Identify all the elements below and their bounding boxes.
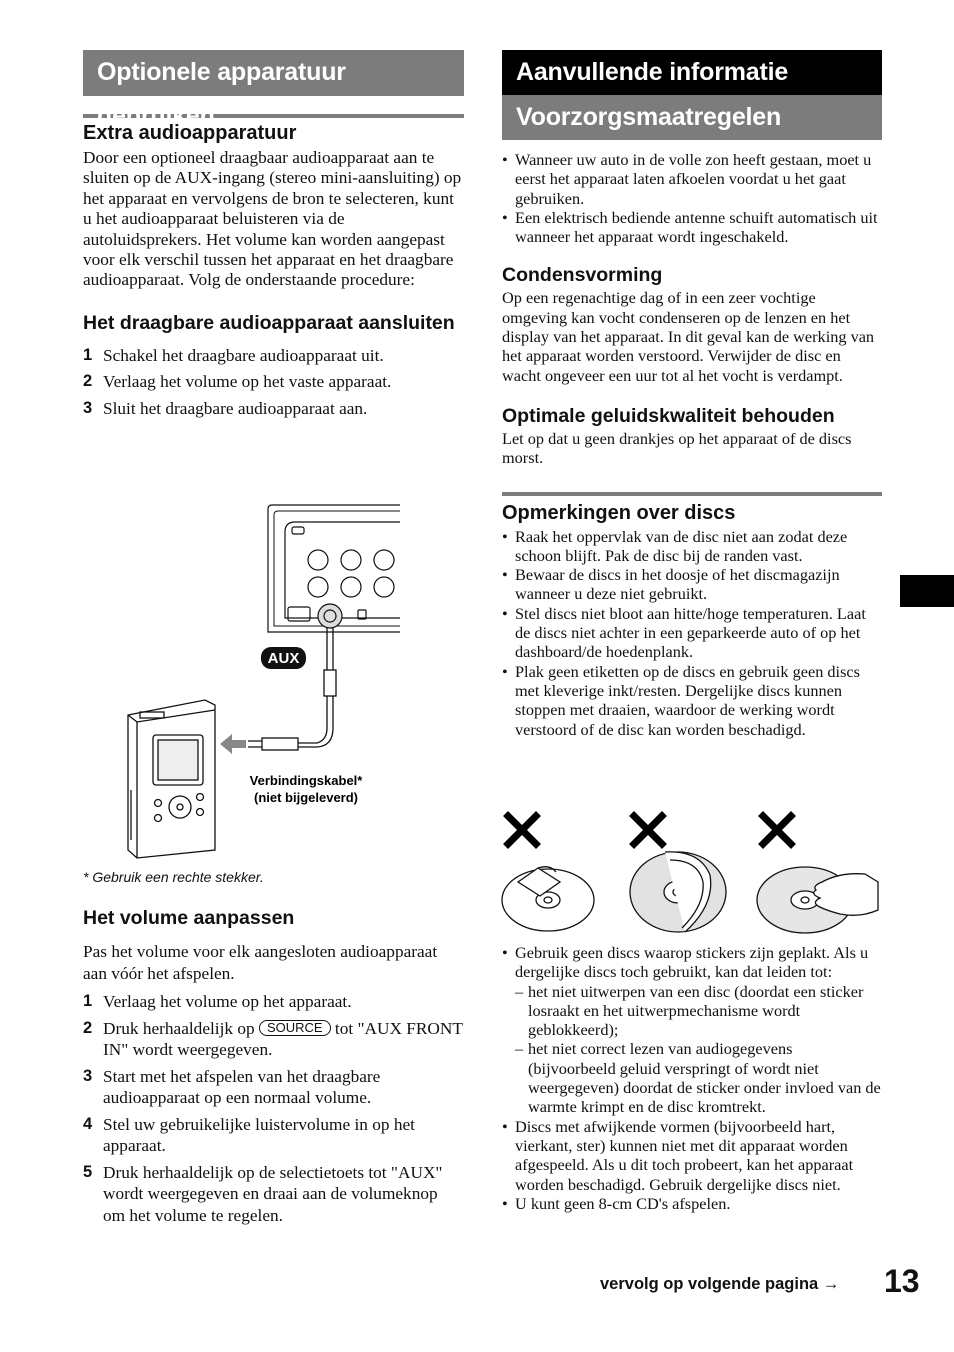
portable-audio-player bbox=[128, 700, 215, 858]
volume-step-4: 4 Stel uw gebruikelijke luistervolume in op het apparaat. bbox=[83, 1114, 415, 1155]
sticker-consequence-list bbox=[515, 982, 882, 1117]
volume-intro: Pas het volume voor elk aangesloten audioapparaat aan vóór het afspelen. bbox=[83, 942, 438, 983]
footnote: * Gebruik een rechte stekker. bbox=[83, 869, 264, 885]
heading-condensation: Condensvorming bbox=[502, 264, 663, 287]
connect-step-1: 1 Schakel het draagbare audioapparaat uit. bbox=[83, 345, 384, 365]
sticker-note-list bbox=[502, 943, 882, 1213]
cable-label-line2: (niet bijgeleverd) bbox=[253, 790, 359, 805]
disc-note-item: • Stel discs niet bloot aan hitte/hoge temperaturen. Laat de discs niet achter in een geparkeerde auto of op het dashboard/de hoedenplank. bbox=[502, 604, 882, 662]
disc-final-note-item: • Discs met afwijkende vormen (bijvoorbeeld hart, vierkant, ster) kunnen niet met dit apparaat worden afgespeeld. Als u dit toch probeert, kan het apparaat worden beschadigd. Gebruik dergelijke discs niet. bbox=[502, 1117, 882, 1194]
right-column bbox=[502, 50, 882, 739]
sticker-consequence-item: – het niet uitwerpen van een disc (doordat een sticker losraakt en het uitwerpmechanisme wordt geblokkeerd); bbox=[515, 982, 882, 1040]
odd-shaped-disc-icon bbox=[630, 852, 726, 932]
sound-quality-body: Let op dat u geen drankjes op het apparaat of de discs morst. bbox=[502, 428, 852, 468]
continued-next-page: vervolg op volgende pagina → bbox=[600, 1275, 840, 1293]
disc-sticker-notes bbox=[502, 943, 882, 1213]
connect-steps bbox=[83, 345, 464, 420]
x-mark-icon bbox=[508, 816, 791, 844]
precaution-item: • Wanneer uw auto in de volle zon heeft gestaan, moet u eerst het apparaat laten afkoelen voordat u het gaat gebruiken. bbox=[502, 150, 882, 208]
chapter-side-tab bbox=[900, 575, 954, 607]
sticker-consequence-item: – het niet correct lezen van audiogegevens (bijvoorbeeld geluid verspringt of wordt niet weergegeven) doordat de sticker onder invloed van de warmte krimpt en de disc kromtrekt. bbox=[515, 1039, 882, 1116]
heading-volume: Het volume aanpassen bbox=[83, 907, 295, 929]
volume-step-3: 3 Start met het afspelen van het draagbare audioapparaat op een normaal volume. bbox=[83, 1066, 381, 1107]
condensation-body: Op een regenachtige dag of in een zeer vochtige omgeving kan vocht condenseren op de lenzen en het display van het apparaat. In dit geval kan de werking van het apparaat worden verstoord. Verwijder de disc en wacht ongeveer een uur tot al het vocht is verdampt. bbox=[502, 288, 875, 385]
hand-touching-disc-icon bbox=[757, 867, 878, 933]
insert-arrow bbox=[220, 734, 246, 754]
heading-extra-audio: Extra audioapparatuur bbox=[83, 122, 297, 144]
heading-disc-notes: Opmerkingen over discs bbox=[502, 501, 736, 524]
disc-notes-list bbox=[502, 527, 882, 739]
connect-step-2: 2 Verlaag het volume op het vaste apparaat. bbox=[83, 372, 392, 392]
disc-with-sticker-icon bbox=[502, 867, 594, 931]
aux-connection-figure bbox=[120, 500, 410, 865]
volume-step-1: 1 Verlaag het volume op het apparaat. bbox=[83, 992, 352, 1011]
sticker-note-item: • Gebruik geen discs waarop stickers zijn geplakt. Als u dergelijke discs toch gebruikt, kan dat leiden tot: – het niet uitwerpen van een disc (doordat een sticker losraakt en het uitwerpmechanisme wordt geblokkeerd); – het niet correct lezen van audiogegevens (bijvoorbeeld geluid verspringt of wordt niet weergegeven) doordat de sticker onder invloed van de warmte krimpt en de disc kromtrekt. bbox=[502, 943, 882, 1117]
subsection-title-precautions: Voorzorgsmaatregelen bbox=[502, 95, 882, 140]
section-title-optional-equipment: Optionele apparatuur gebruiken bbox=[83, 50, 464, 96]
volume-steps bbox=[83, 991, 464, 1226]
extra-audio-body: Door een optioneel draagbaar audioapparaat aan te sluiten op de AUX-ingang (stereo mini-aansluiting) op het apparaat en vervolgens de bron te selecteren, kunt u het audioapparaat beluisteren via de autoluidsprekers. Het volume kan worden aangepast voor elk verschil tussen het apparaat en het draagbare audioapparaat. Volg de onderstaande procedure: bbox=[83, 148, 462, 290]
disc-note-item: • Bewaar de discs in het doosje of het discmagazijn wanneer u deze niet gebruikt. bbox=[502, 565, 882, 604]
car-stereo-panel bbox=[268, 505, 400, 632]
heading-rule bbox=[502, 492, 882, 496]
volume-section bbox=[83, 907, 464, 1226]
heading-connect: Het draagbare audioapparaat aansluiten bbox=[83, 311, 455, 334]
cable-label-line1: Verbindingskabel* bbox=[249, 773, 363, 788]
disc-final-note-item: • U kunt geen 8-cm CD's afspelen. bbox=[502, 1194, 882, 1213]
connect-step-3: 3 Sluit het draagbare audioapparaat aan. bbox=[83, 398, 368, 418]
section-title-additional-info: Aanvullende informatie bbox=[502, 50, 882, 95]
aux-label: AUX bbox=[267, 650, 300, 667]
left-column bbox=[83, 50, 464, 419]
precautions-list bbox=[502, 150, 882, 246]
disc-note-item: • Plak geen etiketten op de discs en gebruik geen discs met kleverige inkt/resten. Dergelijke discs kunnen stoppen met draaien, waardoor de werking wordt verstoord of de disc kan worden beschadigd. bbox=[502, 662, 882, 739]
volume-step-5: 5 Druk herhaaldelijk op de selectietoets tot "AUX" wordt weergegeven en draai aan de volumeknop om het volume te regelen. bbox=[83, 1162, 443, 1225]
source-button: SOURCE bbox=[259, 1020, 331, 1036]
volume-step-2: 2 Druk herhaaldelijk op SOURCE tot "AUX FRONT IN" wordt weergegeven. bbox=[83, 1018, 463, 1059]
precaution-item: • Een elektrisch bediende antenne schuift automatisch uit wanneer het apparaat wordt ingeschakeld. bbox=[502, 208, 882, 247]
heading-sound-quality: Optimale geluidskwaliteit behouden bbox=[502, 404, 835, 427]
page-number: 13 bbox=[884, 1263, 920, 1299]
disc-warning-illustrations bbox=[500, 810, 882, 935]
disc-note-item: • Raak het oppervlak van de disc niet aan zodat deze schoon blijft. Pak de disc bij de randen vast. bbox=[502, 527, 882, 566]
connection-cable bbox=[248, 628, 336, 750]
